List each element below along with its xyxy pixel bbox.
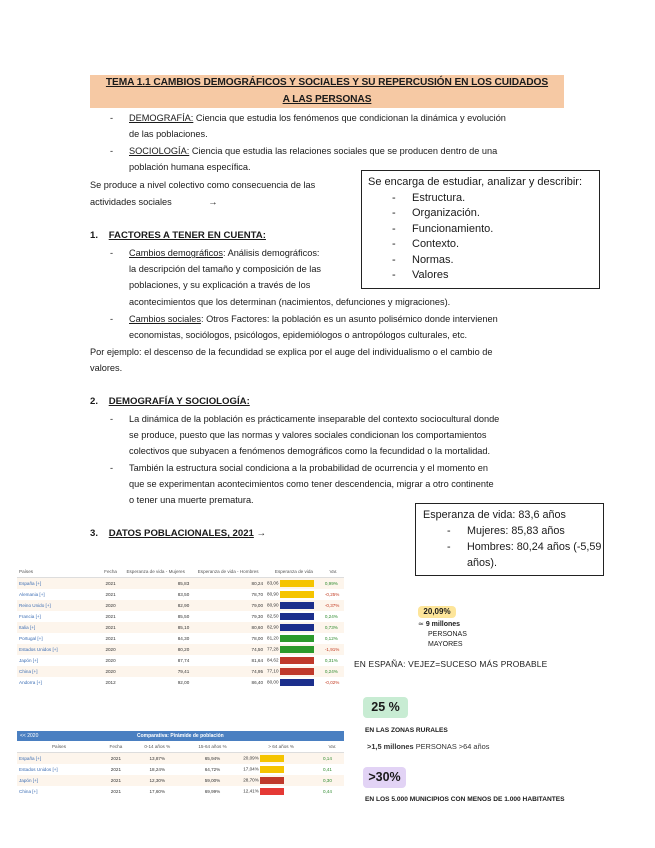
rural-pct-badge: 25 % [363,697,408,718]
bullet-dash: - [110,314,114,324]
section-3-heading: 3. DATOS POBLACIONALES, 2021 → [90,528,267,539]
list-item: - Valores [368,268,599,284]
section-2-paragraph: se produce, puesto que las normas y valores sociales condicionan los comportamientos [129,430,487,440]
cell-total: 82,90 [265,622,323,633]
cell-var: 0,24% [323,611,344,622]
value-bar [260,755,284,762]
table-row [17,775,344,786]
cell-women: 87,74 [120,655,191,666]
cell-var: 0,41 [321,764,344,775]
cell-total: 84,62 [265,655,323,666]
country-link[interactable]: Francia [+] [17,611,101,622]
cell-year: 2021 [101,633,120,644]
cell-men: 78,00 [191,633,265,644]
cell-var: 0,99% [323,578,344,590]
section-2-heading: 2. DEMOGRAFÍA Y SOCIOLOGÍA: [90,396,250,407]
cell-year: 2020 [101,666,120,677]
cell-men: 86,40 [191,677,265,688]
cell-women: 85,10 [120,622,191,633]
cell-men: 74,50 [191,644,265,655]
value-bar [280,580,314,587]
bullet-dash: - [110,146,114,156]
section-2-paragraph: que se experimentan acontecimientos como tener descendencia, migrar a otro continente [129,479,494,489]
country-link[interactable]: Japón [+] [17,775,101,786]
bullet-dash: - [110,414,114,424]
cell-old: 20,09% [241,753,321,765]
table-row [17,622,344,633]
cell-men: 80,60 [191,622,265,633]
describe-box-heading: Se encarga de estudiar, analizar y describir: [368,176,583,188]
cell-women: 82,90 [120,600,191,611]
value-bar [260,777,284,784]
cell-total: 77,10 [265,666,323,677]
describe-box [361,170,600,289]
sociologia-definition: SOCIOLOGÍA: Ciencia que estudia las relaciones sociales que se producen dentro de una [129,146,498,156]
table-title-bar: << 2020 Comparativa: Pirámide de población [17,731,344,741]
country-link[interactable]: España [+] [17,753,101,765]
table-header-row: Países Fecha Esperanza de vida - Mujeres Esperanza de vida - Hombres Esperanza de vida Var. [17,566,344,578]
cell-total: 77,28 [265,644,323,655]
colectivo-text: Se produce a nivel colectivo como consecuencia de las [90,180,316,190]
list-item: - Normas. [368,253,599,269]
table-row [17,578,344,590]
cell-women: 85,83 [120,578,191,590]
cell-var: -0,25% [323,589,344,600]
cell-women: 79,41 [120,666,191,677]
table-row [17,600,344,611]
population-pyramid-table [17,731,344,797]
cell-mid: 65,94% [184,753,241,765]
municipios-label: EN LOS 5.000 MUNICIPIOS CON MENOS DE 1.000 HABITANTES [365,796,565,803]
cell-men: 81,64 [191,655,265,666]
arrow-right-icon: → [256,528,267,539]
section-2-paragraph: También la estructura social condiciona a la probabilidad de ocurrencia y el momento en [129,463,489,473]
cell-women: 80,20 [120,644,191,655]
bullet-dash: - [110,248,114,258]
mayores-stat-line: MAYORES [428,641,463,648]
cell-old: 28,70% [241,775,321,786]
cell-total: 83,06 [265,578,323,590]
cell-mid: 59,00% [184,775,241,786]
cell-women: 84,30 [120,633,191,644]
value-bar [280,646,314,653]
value-bar [280,602,314,609]
list-item: - Mujeres: 85,83 años [423,523,603,539]
list-item-cont: años). [467,557,498,569]
cell-year: 2021 [101,753,131,765]
cell-var: 0,24% [323,666,344,677]
list-item: - Contexto. [368,237,599,253]
cell-year: 2021 [101,764,131,775]
list-item: - Hombres: 80,24 años (-5,59 [423,539,603,555]
value-bar [280,591,314,598]
cell-men: 74,95 [191,666,265,677]
cambios-demograficos-cont: la descripción del tamaño y composición de las [129,264,322,274]
table-row [17,764,344,775]
cell-total: 80,00 [265,677,323,688]
section-2-paragraph: La dinámica de la población es prácticamente inseparable del contexto sociocultural donde [129,414,500,424]
ejemplo-text: Por ejemplo: el descenso de la fecundidad se explica por el auge del individualismo o el cambio de [90,347,493,357]
pct-mayores-badge: 20,09% [418,606,456,618]
value-bar [280,668,314,675]
value-bar [260,766,284,773]
cell-var: -0,37% [323,600,344,611]
cambios-demograficos-cont: acontecimientos que los determinan (nacimientos, defunciones y migraciones). [129,297,451,307]
table-row [17,589,344,600]
country-link[interactable]: China [+] [17,666,101,677]
life-expectancy-box [415,503,604,576]
cambios-demograficos: Cambios demográficos: Análisis demográficos: [129,248,320,258]
cell-year: 2021 [101,622,120,633]
country-link[interactable]: Estados Unidos [+] [17,764,101,775]
cell-men: 79,30 [191,611,265,622]
country-link[interactable]: España [+] [17,578,101,590]
arrow-right-icon: → [208,197,218,207]
mayores-stat-line: PERSONAS [428,631,467,638]
cell-var: 0,30 [321,775,344,786]
list-item: - Organización. [368,206,599,222]
cell-year: 2021 [101,786,131,797]
country-link[interactable]: Reino Unido [+] [17,600,101,611]
cell-mid: 69,99% [184,786,241,797]
cell-young: 13,87% [131,753,184,765]
cambios-sociales-cont: economistas, sociólogos, psicólogos, epidemiólogos o antropólogos culturales, etc. [129,330,468,340]
list-item: - Funcionamiento. [368,222,599,238]
value-bar [280,679,314,686]
rural-label: EN LAS ZONAS RURALES [365,727,448,734]
prev-year-link[interactable]: << 2020 [20,733,39,739]
cell-men: 78,70 [191,589,265,600]
table-row [17,753,344,765]
rural-stat: >1,5 millones PERSONAS >64 años [367,742,490,751]
cambios-sociales: Cambios sociales: Otros Factores: la población es un asunto polisémico donde intervienen [129,314,498,324]
cell-young: 12,30% [131,775,184,786]
cambios-demograficos-cont: poblaciones, y su explicación a través de los [129,280,311,290]
cell-var: 0,12% [323,633,344,644]
cell-men: 79,00 [191,600,265,611]
cell-old: 17,04% [241,764,321,775]
life-expectancy-table [17,566,344,688]
bullet-dash: - [110,463,114,473]
cell-var: -1,91% [323,644,344,655]
cell-total: 82,50 [265,611,323,622]
section-2-paragraph: o tener una muerte prematura. [129,495,254,505]
section-1-heading: 1. FACTORES A TENER EN CUENTA: [90,230,266,241]
cell-var: 0,31% [323,655,344,666]
bullet-dash: - [110,113,114,123]
value-bar [280,624,314,631]
cell-total: 80,90 [265,600,323,611]
life-expectancy-heading: Esperanza de vida: 83,6 años [423,509,566,521]
cell-mid: 64,72% [184,764,241,775]
value-bar [280,613,314,620]
cell-year: 2020 [101,644,120,655]
country-link[interactable]: Japón [+] [17,655,101,666]
country-link[interactable]: Andorra [+] [17,677,101,688]
table-row [17,633,344,644]
cell-year: 2021 [101,578,120,590]
section-2-paragraph: colectivos que subyacen a fenómenos demográficos como la fecundidad o la mortalidad. [129,446,491,456]
cell-year: 2012 [101,677,120,688]
cell-year: 2021 [101,589,120,600]
cell-men: 80,24 [191,578,265,590]
table-row [17,677,344,688]
list-item: - Estructura. [368,191,599,207]
cell-women: 85,50 [120,611,191,622]
country-link[interactable]: Italia [+] [17,622,101,633]
cell-old: 12,41% [241,786,321,797]
country-link[interactable]: Estados Unidos [+] [17,644,101,655]
demografia-definition-cont: de las poblaciones. [129,129,208,139]
table-row [17,666,344,677]
value-bar [280,657,314,664]
cell-women: 92,00 [120,677,191,688]
cell-year: 2021 [101,611,120,622]
table-row [17,786,344,797]
value-bar [260,788,284,795]
cell-total: 80,90 [265,589,323,600]
vejez-statement: EN ESPAÑA: VEJEZ=SUCESO MÁS PROBABLE [354,659,548,669]
value-bar [280,635,314,642]
cell-year: 2021 [101,775,131,786]
country-link[interactable]: Portugal [+] [17,633,101,644]
cell-year: 2020 [101,655,120,666]
sociologia-definition-cont: población humana específica. [129,162,251,172]
cell-year: 2020 [101,600,120,611]
demografia-definition: DEMOGRAFÍA: Ciencia que estudia los fenómenos que condicionan la dinámica y evolución [129,113,506,123]
municipios-pct-badge: >30% [363,767,406,788]
cell-women: 83,50 [120,589,191,600]
cell-young: 18,24% [131,764,184,775]
cell-var: 0,44 [321,786,344,797]
country-link[interactable]: China [+] [17,786,101,797]
table-row [17,644,344,655]
cell-var: 0,14 [321,753,344,765]
cell-var: -0,02% [323,677,344,688]
mayores-stat: ≃ 9 millones [418,621,461,628]
colectivo-text-cont: actividades sociales → [90,197,218,207]
table-row [17,655,344,666]
page-title: TEMA 1.1 CAMBIOS DEMOGRÁFICOS Y SOCIALES Y SU REPERCUSIÓN EN LOS CUIDADOS A LAS PERSONAS [90,75,564,108]
country-link[interactable]: Alemania [+] [17,589,101,600]
table-row [17,611,344,622]
ejemplo-text-cont: valores. [90,363,123,373]
cell-young: 17,60% [131,786,184,797]
cell-total: 81,20 [265,633,323,644]
table-header-row: Países Fecha 0-14 años % 15-64 años % > 64 años % Var. [17,741,344,753]
cell-var: 0,73% [323,622,344,633]
